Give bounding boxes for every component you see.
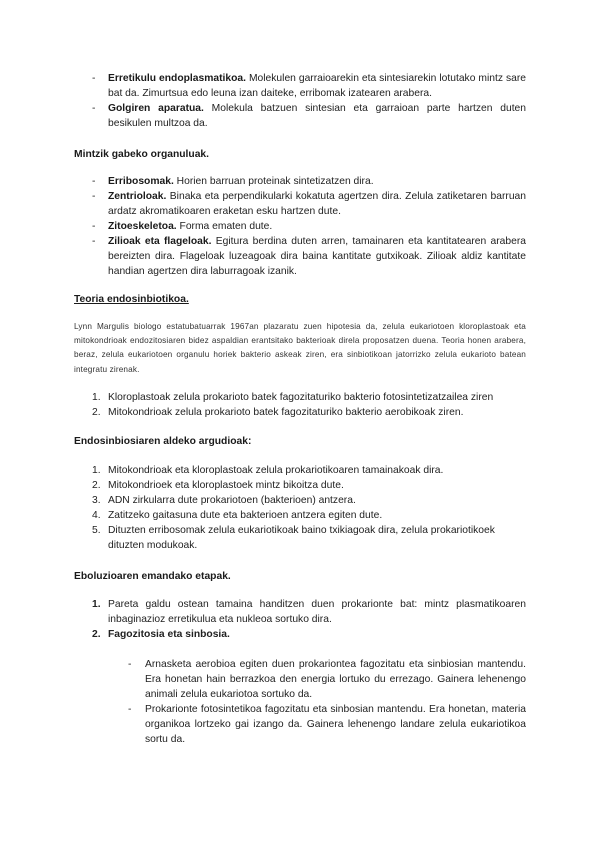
list-number: 2. — [92, 629, 101, 640]
bullet-dash: - — [92, 176, 96, 187]
list-number: 1. — [92, 465, 101, 476]
list-item: Arnasketa aerobioa egiten duen prokariontea fagozitatu eta sinbiosian mantendu. Era honetan hain berrazkoa den energia lortuko du errezago. Gainera lehenengo animali zelula eukariotoa sortuko da. — [145, 659, 526, 700]
section-heading: Endosinbiosiaren aldeko argudioak: — [74, 436, 252, 447]
list-item: Fagozitosia eta sinbosia. — [108, 629, 230, 640]
section-heading: Mintzik gabeko organuluak. — [74, 149, 210, 160]
term: Zilioak eta flageloak. — [108, 236, 212, 247]
list-number: 2. — [92, 480, 101, 491]
list-item: Mitokondrioak zelula prokarioto batek fagozitaturiko bakterio aerobikoak ziren. — [108, 407, 464, 418]
bullet-dash: - — [128, 659, 132, 670]
list-number: 2. — [92, 407, 101, 418]
term: Erretikulu endoplasmatikoa. — [108, 73, 246, 84]
term: Zitoeskeletoa. — [108, 221, 177, 232]
bullet-dash: - — [92, 236, 96, 247]
list-number: 4. — [92, 510, 101, 521]
list-number: 1. — [92, 599, 101, 610]
section-heading: Eboluzioaren emandako etapak. — [74, 571, 231, 582]
bullet-dash: - — [92, 221, 96, 232]
list-number: 3. — [92, 495, 101, 506]
bullet-dash: - — [92, 191, 96, 202]
list-item — [108, 234, 526, 279]
term: Erribosomak. — [108, 176, 174, 187]
definition: Molekula batzuen sintesian eta garraioan parte hartzen duten besikulen multzoa da. — [108, 103, 527, 129]
list-item — [108, 101, 526, 131]
list-item: ADN zirkularra dute prokariotoen (bakterioen) antzera. — [108, 495, 356, 506]
definition: Molekulen garraioarekin eta sintesiarekin lotutako mintz sare bat da. Zimurtsua edo leuna izan daiteke, erribomak izatearen arabera. — [108, 73, 526, 99]
list-item: Mitokondrioek eta kloroplastoek mintz bikoitza dute. — [108, 480, 344, 491]
list-item — [108, 71, 526, 101]
list-item — [108, 219, 526, 234]
term: Zentrioloak. — [108, 191, 167, 202]
bullet-dash: - — [92, 103, 96, 114]
list-number: 5. — [92, 525, 101, 536]
list-item: Kloroplastoak zelula prokarioto batek fagozitaturiko bakterio fotosintetizatzailea ziren — [108, 392, 494, 403]
bullet-dash: - — [92, 73, 96, 84]
list-item: Mitokondrioak eta kloroplastoak zelula prokariotikoaren tamainakoak dira. — [108, 465, 444, 476]
list-item — [108, 189, 526, 219]
definition: Binaka eta perpendikularki kokatuta agertzen dira. Zelula zatiketaren barruan ardatz akromatikoaren eraketan esku hartzen dute. — [108, 191, 526, 217]
list-item — [108, 174, 526, 189]
list-item: Zatitzeko gaitasuna dute eta bakterioen antzera egiten dute. — [108, 510, 383, 521]
definition: Horien barruan proteinak sintetizatzen dira. — [173, 176, 374, 187]
bullet-dash: - — [128, 704, 132, 715]
list-item: Pareta galdu ostean tamaina handitzen duen prokarionte bat: mintz plasmatikoaren inbaginazioz erretikulua eta nukleoa sortuko dira. — [108, 599, 526, 625]
definition: Forma ematen dute. — [176, 221, 273, 232]
definition: Egitura berdina duten arren, tamainaren eta kantitatearen arabera bereizten dira. Flageloak luzeagoak dira baina kantitate gutxikoak. Zilioak aldiz kantitate handian agertzen dira laburragoak izanik. — [108, 236, 526, 277]
section-heading: Teoria endosinbiotikoa. — [74, 294, 189, 305]
term: Golgiren aparatua. — [108, 103, 204, 114]
list-item: Prokarionte fotosintetikoa fagozitatu eta sinbosian mantendu. Era honetan, materia organikoa lortzeko gai izango da. Gainera lehenengo landare zelula eukariotikoa sortu da. — [145, 704, 526, 745]
list-item: Dituzten erribosomak zelula eukariotikoak baino txikiagoak dira, zelula prokariotikoek dituzten modukoak. — [108, 525, 495, 551]
theory-paragraph: Lynn Margulis biologo estatubatuarrak 1967an plazaratu zuen hipotesia da, zelula eukariotoen kloroplastoak eta mitokondrioak endozitosiaren bidez aspaldian erantsitako bakterioak direla proposatzen duena. Teoria honen arabera, beraz, zelula eukariotoen organulu horiek bakterio askeak ziren, era sinbiotikoan jatorrizko zelula eukarioto batean integratu zirenak. — [74, 322, 526, 374]
list-number: 1. — [92, 392, 101, 403]
